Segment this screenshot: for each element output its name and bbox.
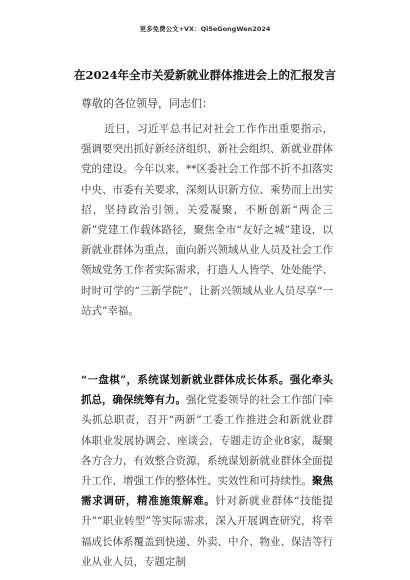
paragraph-2 [81,370,333,572]
paragraph-2-subheading: 聚焦需求调研，精准施策解难。 [81,475,333,508]
paragraph-1 [81,119,333,321]
paragraph-2-heading: “一盘棋”，系统谋划新就业群体成长体系。 [81,374,290,386]
paragraph-2-body-1: 强化党委领导的社会工作部门牵头抓总职责，召开“两新”工委工作推进会和新就业群体职业发展协调会、座谈会，专题走访企业8家，凝聚各方合力，有效整合资源，系统谋划新就业群体全面提升工作，增强工作的整体性、实效性和可持续性。 [81,394,333,488]
paragraph-2-body-2: 针对新就业群体“技能提升”“职业转型”等实际需求，深入开展调查研究，将幸福成长体系覆盖到快递、外卖、中介、物业、保洁等行业从业人员，专题定制 [81,495,334,568]
document-title: 在2024年全市关爱新就业群体推进会上的汇报发言 [73,68,336,82]
salutation: 尊敬的各位领导，同志们： [81,97,213,110]
header-note: 更多免费公文+VX：Qi5eGongWen2024 [139,25,271,33]
paragraph-1-text: 近日，习近平总书记对社会工作作出重要指示，强调要突出抓好新经济组织、新社会组织、新就业群体党的建设。今年以来，**区委社会工作部不折不扣落实中央、市委有关要求，深刻认识新方位、乘势而上出实招，坚持政治引领、关爱凝聚，不断创新“两企三新”党建工作载体路径，聚焦全市“友好之城”建设，以新就业群体为重点，面向新兴领域从业人员及社会工作领域党务工作者实际需求，打造人人皆学、处处能学、时时可学的“三新学院”，让新兴领域从业人员尽享“一站式”幸福。 [81,123,333,317]
paragraph-2-lead: 强化牵头抓总，确保统筹有力。 [81,374,333,407]
